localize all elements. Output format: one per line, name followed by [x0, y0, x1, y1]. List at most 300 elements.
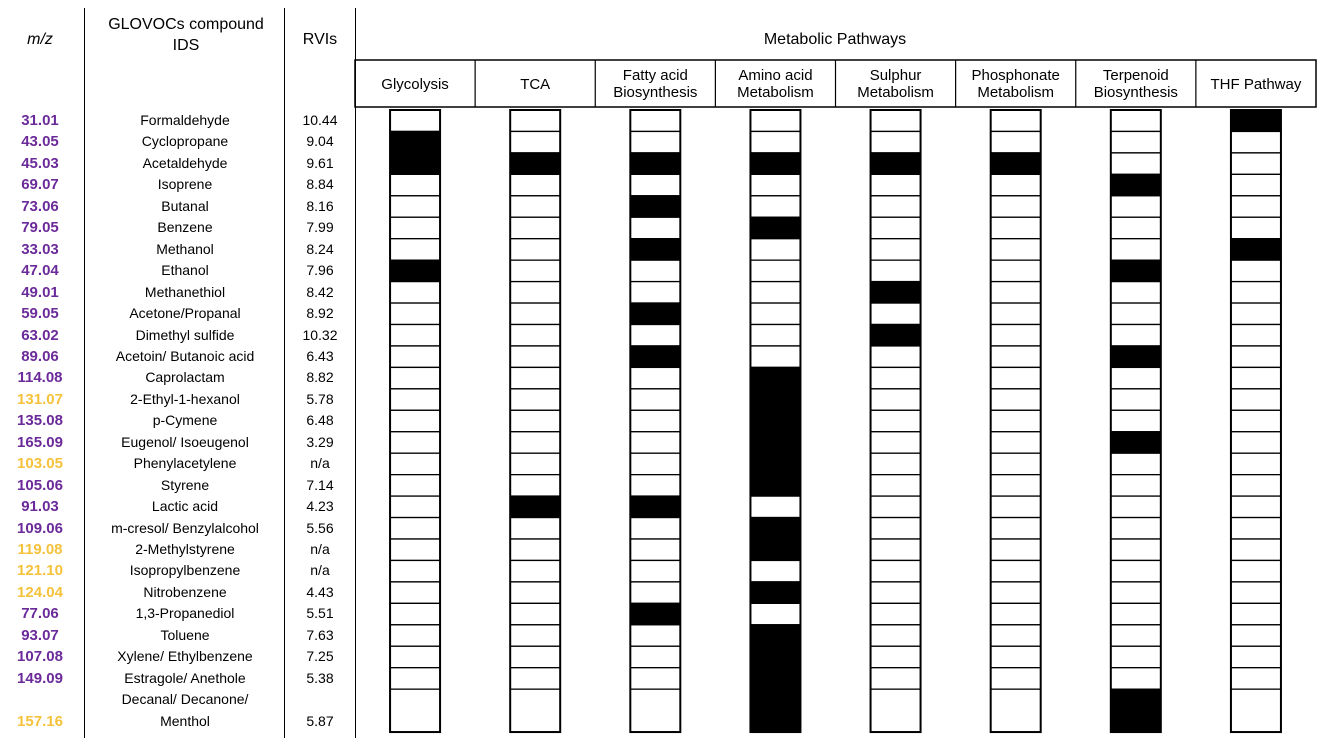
mz-value: 114.08: [17, 369, 63, 387]
pathway-column-outline: [1231, 110, 1281, 732]
pathway-column-outline: [510, 110, 560, 732]
pathway-label: Fatty acid Biosynthesis: [613, 67, 698, 101]
pathway-cell-empty: [871, 539, 921, 560]
pathway-cell-empty: [390, 496, 440, 517]
pathway-cell-empty: [510, 389, 560, 410]
pathway-cell-empty: [1231, 668, 1281, 689]
rvi-value: 7.96: [306, 262, 334, 279]
compound-name: Eugenol/ Isoeugenol: [121, 433, 249, 450]
rvi-value: 5.38: [306, 669, 334, 686]
pathway-cell-empty: [390, 689, 440, 732]
pathway-cell-empty: [1111, 217, 1161, 238]
pathway-cell-filled: [390, 131, 440, 152]
compound-name: Nitrobenzene: [143, 583, 227, 600]
rvi-value: n/a: [310, 541, 330, 557]
pathway-cell-filled: [750, 410, 800, 431]
pathway-cell-empty: [510, 110, 560, 131]
mz-value: 47.04: [21, 262, 59, 280]
pathway-cell-empty: [510, 432, 560, 453]
pathway-cell-empty: [991, 196, 1041, 217]
pathway-cell-empty: [1111, 367, 1161, 388]
pathway-cell-empty: [390, 325, 440, 346]
pathway-cell-empty: [991, 582, 1041, 603]
pathway-cell-filled: [1231, 110, 1281, 131]
compound-name: Acetoin/ Butanoic acid: [115, 347, 255, 364]
mz-value: 79.05: [21, 219, 59, 237]
pathway-cell-empty: [510, 325, 560, 346]
pathway-cell-filled: [750, 582, 800, 603]
pathway-cell-empty: [871, 496, 921, 517]
pathway-cell-empty: [510, 518, 560, 539]
pathway-cell-empty: [991, 603, 1041, 624]
pathway-cell-empty: [510, 625, 560, 646]
pathway-cell-empty: [630, 367, 680, 388]
pathway-cell-empty: [510, 346, 560, 367]
pathway-cell-empty: [750, 346, 800, 367]
pathway-cell-filled: [750, 539, 800, 560]
pathway-cell-empty: [1231, 282, 1281, 303]
pathway-cell-empty: [991, 560, 1041, 581]
pathway-cell-filled: [630, 346, 680, 367]
pathway-cell-filled: [630, 239, 680, 260]
mz-value: 135.08: [17, 412, 63, 430]
rvi-value: 8.92: [306, 305, 334, 322]
pathway-cell-empty: [510, 689, 560, 732]
pathway-cell-empty: [1111, 603, 1161, 624]
pathway-cell-filled: [630, 303, 680, 324]
compound-name: Cyclopropane: [141, 133, 229, 150]
pathway-cell-empty: [871, 196, 921, 217]
pathway-cell-filled: [1111, 689, 1161, 732]
compound-name-line2: Menthol: [160, 712, 210, 729]
pathway-cell-empty: [1111, 453, 1161, 474]
pathway-cell-filled: [991, 153, 1041, 174]
pathway-cell-empty: [1231, 475, 1281, 496]
pathway-cell-empty: [630, 560, 680, 581]
pathway-cell-filled: [871, 153, 921, 174]
compound-name: Butanal: [161, 197, 209, 214]
column-divider: [284, 8, 285, 738]
pathway-cell-empty: [390, 625, 440, 646]
mz-value: 165.09: [17, 433, 63, 451]
pathway-cell-empty: [750, 496, 800, 517]
pathway-cell-empty: [390, 110, 440, 131]
mz-value: 91.03: [21, 498, 59, 516]
pathway-cell-empty: [1231, 646, 1281, 667]
pathway-cell-empty: [991, 539, 1041, 560]
pathway-cell-empty: [510, 582, 560, 603]
pathway-cell-empty: [991, 453, 1041, 474]
pathway-cell-empty: [390, 303, 440, 324]
pathway-cell-empty: [991, 217, 1041, 238]
pathway-cell-empty: [1111, 475, 1161, 496]
pathway-cell-empty: [1231, 603, 1281, 624]
mz-value: 89.06: [21, 347, 59, 365]
pathway-cell-empty: [871, 303, 921, 324]
pathway-cell-empty: [390, 432, 440, 453]
pathway-cell-empty: [991, 646, 1041, 667]
pathway-cell-empty: [630, 625, 680, 646]
pathway-cell-empty: [510, 646, 560, 667]
pathway-cell-empty: [1111, 539, 1161, 560]
pathway-cell-empty: [510, 260, 560, 281]
compound-name: Toluene: [160, 626, 210, 643]
mz-value: 119.08: [17, 541, 63, 558]
pathway-cell-empty: [510, 453, 560, 474]
pathway-cell-filled: [1111, 346, 1161, 367]
pathway-cell-empty: [510, 668, 560, 689]
rvi-value: 9.61: [306, 154, 334, 171]
pathway-label: Glycolysis: [381, 76, 449, 93]
pathway-cell-empty: [390, 346, 440, 367]
pathway-cell-filled: [750, 668, 800, 689]
pathway-cell-empty: [1111, 303, 1161, 324]
pathway-cell-filled: [871, 282, 921, 303]
pathway-cell-empty: [1231, 389, 1281, 410]
pathway-cell-empty: [510, 239, 560, 260]
pathway-cell-filled: [750, 518, 800, 539]
pathway-cell-empty: [630, 217, 680, 238]
mz-value: 109.06: [17, 519, 63, 537]
rvi-value: 6.48: [306, 412, 334, 429]
compound-name: Dimethyl sulfide: [135, 326, 235, 343]
pathway-cell-empty: [1111, 496, 1161, 517]
pathway-cell-empty: [510, 174, 560, 195]
pathway-cell-empty: [871, 453, 921, 474]
pathway-cell-empty: [991, 432, 1041, 453]
mz-value: 69.07: [21, 176, 59, 194]
pathway-cell-empty: [871, 668, 921, 689]
mz-value: 45.03: [21, 154, 59, 172]
pathway-cell-empty: [630, 582, 680, 603]
pathway-cell-empty: [991, 131, 1041, 152]
pathway-cell-empty: [991, 410, 1041, 431]
pathway-cell-empty: [390, 239, 440, 260]
mz-value: 49.01: [21, 283, 59, 301]
pathway-cell-empty: [1231, 196, 1281, 217]
pathway-cell-empty: [871, 625, 921, 646]
pathway-cell-empty: [510, 603, 560, 624]
pathway-cell-empty: [1231, 560, 1281, 581]
pathway-cell-empty: [630, 453, 680, 474]
rvi-value: 8.42: [306, 283, 334, 300]
compound-name: Formaldehyde: [140, 112, 230, 128]
pathway-cell-empty: [871, 689, 921, 732]
pathway-cell-filled: [871, 325, 921, 346]
pathway-cell-empty: [390, 410, 440, 431]
pathway-cell-empty: [1231, 689, 1281, 732]
rvi-value: 6.43: [306, 347, 334, 364]
pathway-cell-empty: [991, 239, 1041, 260]
mz-value: 105.06: [17, 476, 63, 494]
compound-name: Decanal/ Decanone/: [121, 691, 249, 708]
compound-name: Methanol: [156, 240, 214, 257]
pathway-cell-empty: [991, 389, 1041, 410]
mz-value: 121.10: [17, 562, 63, 580]
mz-value: 43.05: [21, 133, 59, 151]
pathway-cell-filled: [390, 260, 440, 281]
pathway-cell-empty: [871, 346, 921, 367]
pathway-cell-empty: [630, 110, 680, 131]
pathway-cell-filled: [510, 153, 560, 174]
pathway-cell-filled: [390, 153, 440, 174]
pathway-cell-empty: [510, 131, 560, 152]
pathway-cell-empty: [750, 196, 800, 217]
pathway-cell-filled: [750, 689, 800, 732]
pathway-cell-empty: [1111, 282, 1161, 303]
pathway-cell-empty: [1231, 174, 1281, 195]
pathway-cell-empty: [871, 603, 921, 624]
pathway-cell-empty: [871, 389, 921, 410]
pathway-cell-filled: [1111, 260, 1161, 281]
column-divider: [355, 8, 356, 738]
pathway-cell-empty: [1111, 518, 1161, 539]
pathway-cell-filled: [1111, 432, 1161, 453]
pathway-cell-empty: [390, 603, 440, 624]
mz-value: 31.01: [21, 112, 59, 129]
compound-name: Isopropylbenzene: [129, 562, 241, 579]
pathway-cell-filled: [750, 367, 800, 388]
pathway-cell-empty: [1231, 260, 1281, 281]
pathway-cell-empty: [750, 260, 800, 281]
pathway-cell-empty: [991, 475, 1041, 496]
pathway-cell-empty: [871, 432, 921, 453]
pathway-cell-empty: [390, 518, 440, 539]
pathway-cell-empty: [1111, 153, 1161, 174]
pathway-cell-empty: [1231, 153, 1281, 174]
pathway-cell-empty: [510, 217, 560, 238]
pathway-cell-empty: [630, 325, 680, 346]
pathway-cell-filled: [750, 389, 800, 410]
rvi-value: 8.24: [306, 240, 334, 257]
pathway-label: THF Pathway: [1210, 76, 1302, 93]
compound-name: Phenylacetylene: [133, 455, 237, 472]
rvi-value: 10.44: [302, 112, 338, 128]
mz-value: 124.04: [17, 583, 63, 601]
compound-name: Acetaldehyde: [142, 154, 228, 171]
pathway-cell-empty: [630, 475, 680, 496]
pathway-cell-empty: [750, 110, 800, 131]
pathway-cell-empty: [750, 303, 800, 324]
pathway-cell-empty: [991, 174, 1041, 195]
pathway-cell-empty: [390, 560, 440, 581]
pathway-column-outline: [1111, 110, 1161, 732]
pathway-label: Terpenoid Biosynthesis: [1093, 67, 1178, 101]
pathway-cell-empty: [510, 560, 560, 581]
pathway-label: Phosphonate Metabolism: [971, 67, 1060, 101]
pathway-cell-empty: [1111, 625, 1161, 646]
pathway-cell-empty: [630, 539, 680, 560]
pathway-cell-empty: [390, 668, 440, 689]
pathway-cell-empty: [750, 174, 800, 195]
pathway-cell-empty: [991, 346, 1041, 367]
pathway-cell-empty: [630, 260, 680, 281]
pathway-cell-empty: [871, 518, 921, 539]
pathway-cell-empty: [1111, 131, 1161, 152]
rvi-value: 5.78: [306, 390, 334, 407]
pathway-cell-filled: [630, 153, 680, 174]
pathway-cell-empty: [1231, 346, 1281, 367]
pathway-cell-empty: [871, 174, 921, 195]
pathway-cell-filled: [750, 153, 800, 174]
pathway-cell-empty: [871, 260, 921, 281]
pathway-cell-empty: [1231, 217, 1281, 238]
pathway-cell-empty: [991, 625, 1041, 646]
pathway-cell-empty: [630, 410, 680, 431]
pathway-cell-empty: [871, 410, 921, 431]
pathway-cell-filled: [750, 432, 800, 453]
pathway-cell-filled: [750, 475, 800, 496]
pathway-cell-empty: [991, 668, 1041, 689]
pathway-label: TCA: [520, 76, 551, 93]
pathway-cell-empty: [390, 646, 440, 667]
rvi-value: 10.32: [302, 326, 338, 343]
pathway-cell-empty: [510, 410, 560, 431]
pathway-cell-empty: [510, 282, 560, 303]
pathway-cell-empty: [991, 282, 1041, 303]
pathway-cell-empty: [390, 174, 440, 195]
compound-name: p-Cymene: [152, 412, 218, 429]
mz-value: 33.03: [21, 240, 59, 258]
compound-name: Acetone/Propanal: [129, 305, 241, 322]
pathway-cell-filled: [1231, 239, 1281, 260]
pathway-cell-empty: [630, 646, 680, 667]
mz-header: m/z: [27, 31, 53, 48]
pathway-cell-empty: [750, 239, 800, 260]
mz-value: 107.08: [17, 648, 63, 666]
pathway-cell-empty: [390, 282, 440, 303]
pathway-cell-filled: [750, 625, 800, 646]
pathway-cell-empty: [750, 282, 800, 303]
pathway-cell-empty: [1111, 646, 1161, 667]
pathway-cell-empty: [1231, 496, 1281, 517]
rvi-value: 8.84: [306, 176, 334, 193]
pathway-cell-empty: [750, 603, 800, 624]
rvis-header: RVIs: [302, 31, 338, 48]
pathway-cell-empty: [750, 131, 800, 152]
pathway-cell-empty: [630, 389, 680, 410]
pathway-cell-empty: [630, 668, 680, 689]
rvi-value: 7.99: [306, 219, 334, 236]
pathway-cell-empty: [390, 367, 440, 388]
pathway-cell-empty: [510, 367, 560, 388]
pathway-cell-empty: [390, 453, 440, 474]
compound-header: GLOVOCs compound IDS: [108, 16, 264, 54]
pathway-cell-empty: [991, 689, 1041, 732]
pathway-cell-empty: [1231, 131, 1281, 152]
compound-name: Benzene: [157, 219, 213, 236]
rvi-value: n/a: [310, 455, 330, 472]
mz-value: 149.09: [17, 669, 63, 687]
compound-name: Methanethiol: [144, 283, 226, 300]
pathway-cell-empty: [871, 582, 921, 603]
pathway-cell-empty: [1231, 432, 1281, 453]
pathway-cell-empty: [871, 239, 921, 260]
pathway-cell-filled: [630, 603, 680, 624]
pathway-cell-empty: [991, 367, 1041, 388]
pathway-cell-empty: [991, 518, 1041, 539]
rvi-value: 5.56: [306, 519, 334, 536]
pathway-cell-empty: [1231, 303, 1281, 324]
pathway-cell-empty: [1111, 196, 1161, 217]
mz-value: 63.02: [21, 326, 59, 344]
compound-name: Caprolactam: [145, 369, 225, 386]
pathway-cell-empty: [630, 689, 680, 732]
pathway-cell-empty: [1231, 625, 1281, 646]
compound-name: 2-Ethyl-1-hexanol: [130, 390, 240, 407]
rvi-value: 3.29: [306, 433, 334, 450]
rvi-value: 4.23: [306, 498, 334, 515]
pathway-column-outline: [630, 110, 680, 732]
pathway-column-outline: [750, 110, 800, 732]
pathway-cell-empty: [1111, 668, 1161, 689]
pathway-cell-empty: [390, 196, 440, 217]
pathways-header: Metabolic Pathways: [763, 31, 907, 48]
mz-value: 73.06: [21, 197, 59, 215]
column-divider: [84, 8, 85, 738]
pathway-cell-empty: [991, 303, 1041, 324]
pathway-cell-filled: [1111, 174, 1161, 195]
pathway-label: Amino acid Metabolism: [737, 67, 814, 101]
compound-name: 1,3-Propanediol: [135, 605, 235, 622]
rvi-value: 8.16: [306, 197, 334, 214]
pathway-column-outline: [390, 110, 440, 732]
pathway-cell-empty: [390, 539, 440, 560]
pathway-cell-empty: [510, 475, 560, 496]
pathway-cell-empty: [630, 282, 680, 303]
pathway-cell-empty: [510, 539, 560, 560]
pathway-cell-empty: [871, 131, 921, 152]
pathway-cell-empty: [871, 110, 921, 131]
pathway-cell-empty: [630, 131, 680, 152]
mz-value: 93.07: [21, 626, 59, 644]
compound-name: Ethanol: [161, 262, 209, 279]
pathway-cell-empty: [991, 496, 1041, 517]
rvi-value: 4.43: [306, 583, 334, 600]
rvi-value: 5.87: [306, 712, 334, 729]
compound-name: Lactic acid: [151, 498, 219, 515]
compound-name: m-cresol/ Benzylalcohol: [111, 519, 259, 536]
pathway-cell-empty: [1111, 325, 1161, 346]
pathway-cell-empty: [1231, 410, 1281, 431]
pathway-cell-empty: [1231, 453, 1281, 474]
pathway-cell-empty: [991, 260, 1041, 281]
mz-value: 103.05: [17, 455, 63, 473]
pathway-cell-empty: [1111, 389, 1161, 410]
pathway-cell-empty: [510, 303, 560, 324]
pathway-cell-empty: [1111, 239, 1161, 260]
pathway-cell-filled: [630, 196, 680, 217]
pathway-cell-filled: [750, 646, 800, 667]
pathway-cell-empty: [1231, 367, 1281, 388]
rvi-value: 7.63: [306, 626, 334, 643]
pathway-cell-filled: [510, 496, 560, 517]
pathway-cell-empty: [1231, 539, 1281, 560]
pathway-cell-empty: [1111, 110, 1161, 131]
pathway-cell-empty: [630, 174, 680, 195]
rvi-value: 8.82: [306, 369, 334, 386]
compound-name: 2-Methylstyrene: [135, 541, 235, 557]
compound-name: Estragole/ Anethole: [124, 669, 246, 686]
pathway-cell-empty: [871, 217, 921, 238]
pathway-cell-empty: [871, 560, 921, 581]
rvi-value: 7.25: [306, 648, 334, 665]
pathway-cell-empty: [630, 432, 680, 453]
pathway-label: Sulphur Metabolism: [857, 67, 934, 101]
pathway-cell-filled: [750, 217, 800, 238]
pathway-cell-empty: [1231, 325, 1281, 346]
pathway-cell-empty: [871, 367, 921, 388]
